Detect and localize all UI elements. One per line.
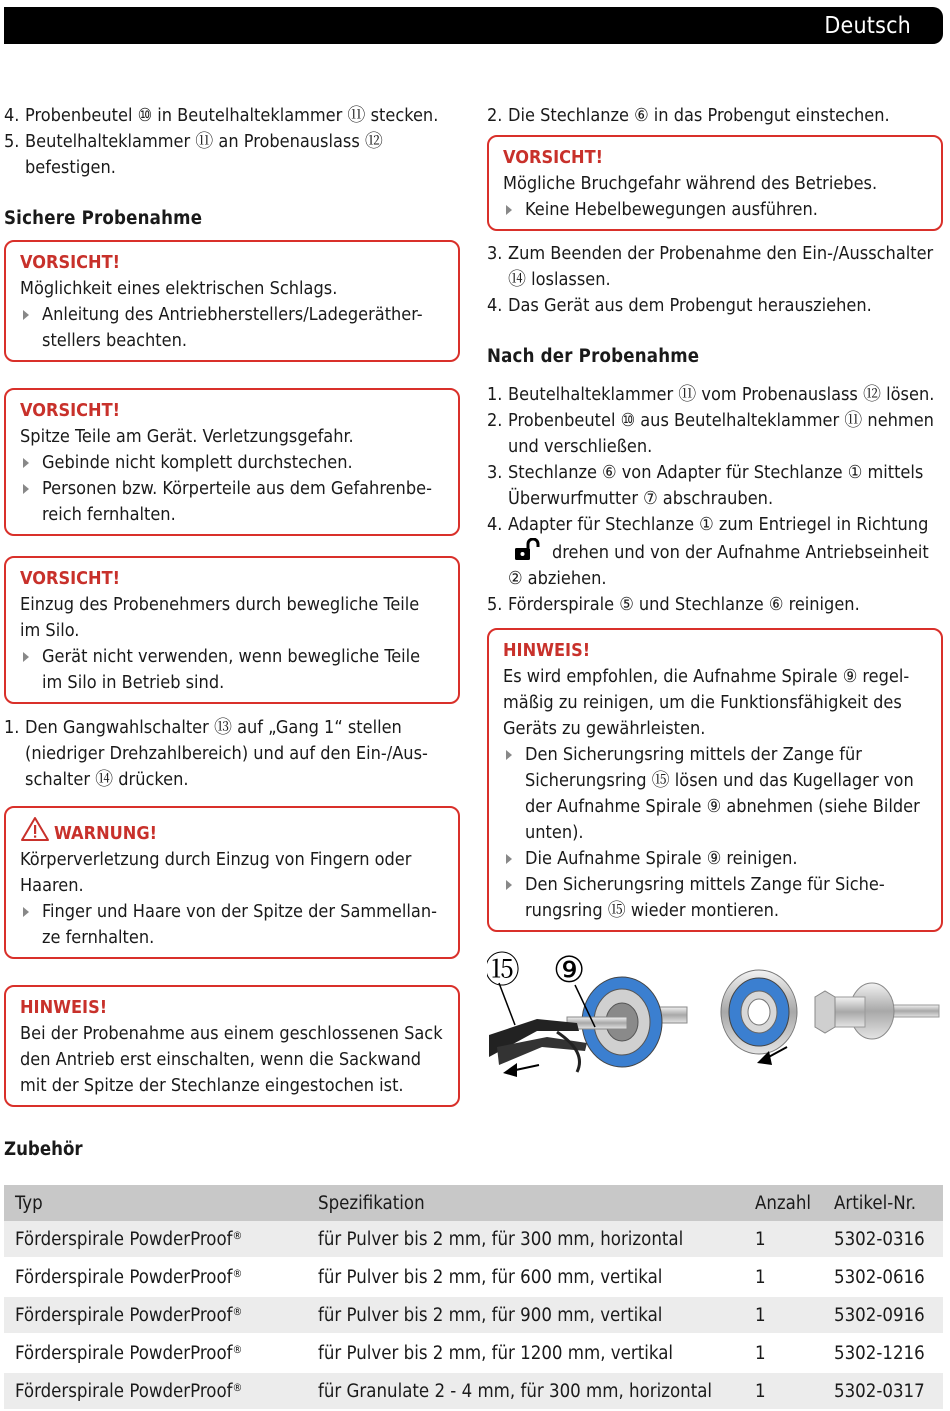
notice-box: [4, 985, 460, 1107]
table-row: [4, 1334, 943, 1372]
box-text: Es wird empfohlen, die Aufnahme Spirale ⑨ regel-mäßig zu reinigen, um die Funktionsfähigkeit des Geräts zu gewährleisten.: [503, 666, 910, 739]
cell-anzahl: 1: [744, 1296, 823, 1334]
warning-box: [4, 806, 460, 959]
steps-list: [487, 382, 943, 618]
box-title: HINWEIS!: [20, 997, 108, 1018]
cell-spec: für Pulver bis 2 mm, für 1200 mm, vertikal: [307, 1334, 744, 1372]
steps-list: [4, 103, 460, 181]
cell-artikel-nr: 5302-1216: [823, 1334, 943, 1372]
cell-spec: für Pulver bis 2 mm, für 600 mm, vertikal: [307, 1258, 744, 1296]
table-row: [4, 1372, 943, 1410]
list-item: 5. Beutelhalteklammer ⑪ an Probenauslass ⑫ befestigen.: [4, 131, 383, 178]
box-title: HINWEIS!: [503, 640, 591, 661]
cell-artikel-nr: 5302-0916: [823, 1296, 943, 1334]
table-row: [4, 1296, 943, 1334]
box-text: Spitze Teile am Gerät. Verletzungsgefahr.: [20, 426, 354, 447]
cell-typ: Förderspirale PowderProof®: [4, 1372, 307, 1410]
box-title: WARNUNG!: [20, 816, 444, 847]
list-item: 4. Probenbeutel ⑩ in Beutelhalteklammer ⑪ stecken.: [4, 105, 439, 126]
accessories-heading: Zubehör: [4, 1139, 83, 1160]
bullet-item: Den Sicherungsring mittels Zange für Siche-rungsring ⑮ wieder montieren.: [503, 872, 927, 924]
bearing-drawing: [487, 947, 943, 1082]
section-heading: Sichere Probenahme: [4, 208, 203, 229]
cell-typ: Förderspirale PowderProof®: [4, 1221, 307, 1258]
caution-box: [487, 135, 943, 231]
box-title: VORSICHT!: [20, 252, 121, 273]
section-heading: Nach der Probenahme: [487, 346, 700, 367]
list-item: 1. Beutelhalteklammer ⑪ vom Probenauslass ⑫ lösen.: [487, 384, 935, 405]
cell-anzahl: 1: [744, 1258, 823, 1296]
language-label: Deutsch: [824, 13, 911, 39]
cell-spec: für Granulate 2 - 4 mm, für 300 mm, horizontal: [307, 1372, 744, 1410]
bullet-item: Finger und Haare von der Spitze der Sammellan-ze fernhalten.: [20, 899, 444, 951]
notice-box: [487, 628, 943, 932]
cell-spec: für Pulver bis 2 mm, für 300 mm, horizontal: [307, 1221, 744, 1258]
list-item: 2. Probenbeutel ⑩ aus Beutelhalteklammer ⑪ nehmen und verschließen.: [487, 410, 934, 457]
left-column: [4, 103, 460, 1107]
table-row: [4, 1221, 943, 1258]
list-item: 1. Den Gangwahlschalter ⑬ auf „Gang 1“ stellen (niedriger Drehzahlbereich) und auf den Ein-/Aus-schalter ⑭ drücken.: [4, 717, 428, 790]
table-header-row: [4, 1185, 943, 1221]
column-header: Spezifikation: [318, 1192, 425, 1214]
box-title: VORSICHT!: [20, 568, 121, 589]
cell-artikel-nr: 5302-0316: [823, 1221, 943, 1258]
bullet-item: Den Sicherungsring mittels der Zange für Sicherungsring ⑮ lösen und das Kugellager von der Aufnahme Spirale ⑨ abnehmen (siehe Bilder unten).: [503, 742, 927, 846]
column-header: Artikel-Nr.: [834, 1192, 917, 1214]
figure-label: ⑮: [487, 950, 521, 991]
cell-typ: Förderspirale PowderProof®: [4, 1258, 307, 1296]
column-header: Typ: [15, 1192, 43, 1214]
bullet-item: Gebinde nicht komplett durchstechen.: [20, 450, 444, 476]
box-text: Mögliche Bruchgefahr während des Betriebes.: [503, 173, 878, 194]
figure-label: ⑨: [553, 950, 586, 991]
cell-artikel-nr: 5302-0317: [823, 1372, 943, 1410]
accessories-table: [4, 1185, 943, 1411]
warning-triangle-icon: [20, 816, 50, 842]
box-text: Einzug des Probenehmers durch bewegliche Teile im Silo.: [20, 594, 420, 641]
box-title: VORSICHT!: [503, 147, 604, 168]
box-text: Bei der Probenahme aus einem geschlossenen Sack den Antrieb erst einschalten, wenn die Sackwand mit der Spitze der Stechlanze eingestochen ist.: [20, 1023, 443, 1096]
list-item: 3. Stechlanze ⑥ von Adapter für Stechlanze ① mittels Überwurfmutter ⑦ abschrauben.: [487, 462, 924, 509]
list-item: 2. Die Stechlanze ⑥ in das Probengut einstechen.: [487, 105, 890, 126]
steps-list: [487, 241, 943, 319]
cell-anzahl: 1: [744, 1221, 823, 1258]
box-text: Körperverletzung durch Einzug von Fingern oder Haaren.: [20, 849, 412, 896]
caution-box: [4, 388, 460, 536]
page-header-bar: [4, 7, 943, 44]
caution-box: [4, 556, 460, 704]
cell-typ: Förderspirale PowderProof®: [4, 1296, 307, 1334]
cell-anzahl: 1: [744, 1334, 823, 1372]
table-row: [4, 1258, 943, 1296]
bullet-item: Anleitung des Antriebherstellers/Ladegeräther-stellers beachten.: [20, 302, 444, 354]
box-title: VORSICHT!: [20, 400, 121, 421]
bullet-item: Personen bzw. Körperteile aus dem Gefahrenbe-reich fernhalten.: [20, 476, 444, 528]
column-header: Anzahl: [755, 1192, 812, 1214]
bullet-item: Gerät nicht verwenden, wenn bewegliche Teile im Silo in Betrieb sind.: [20, 644, 444, 696]
bearing-illustration: [487, 947, 943, 1082]
bullet-item: Die Aufnahme Spirale ⑨ reinigen.: [503, 846, 927, 872]
cell-artikel-nr: 5302-0616: [823, 1258, 943, 1296]
steps-list: [487, 103, 943, 129]
list-item: 5. Förderspirale ⑤ und Stechlanze ⑥ reinigen.: [487, 594, 860, 615]
list-item: 4. Adapter für Stechlanze ① zum Entriegel in Richtung drehen und von der Aufnahme Antriebseinheit ② abziehen.: [487, 514, 929, 589]
box-text: Möglichkeit eines elektrischen Schlags.: [20, 278, 338, 299]
list-item: 3. Zum Beenden der Probenahme den Ein-/Ausschalter ⑭ loslassen.: [487, 243, 934, 290]
cell-anzahl: 1: [744, 1372, 823, 1410]
cell-typ: Förderspirale PowderProof®: [4, 1334, 307, 1372]
caution-box: [4, 240, 460, 362]
cell-spec: für Pulver bis 2 mm, für 900 mm, vertikal: [307, 1296, 744, 1334]
list-item: 4. Das Gerät aus dem Probengut herausziehen.: [487, 295, 872, 316]
bullet-item: Keine Hebelbewegungen ausführen.: [503, 197, 927, 223]
steps-list: [4, 715, 460, 793]
right-column: [487, 103, 943, 932]
unlock-icon: [512, 538, 544, 562]
